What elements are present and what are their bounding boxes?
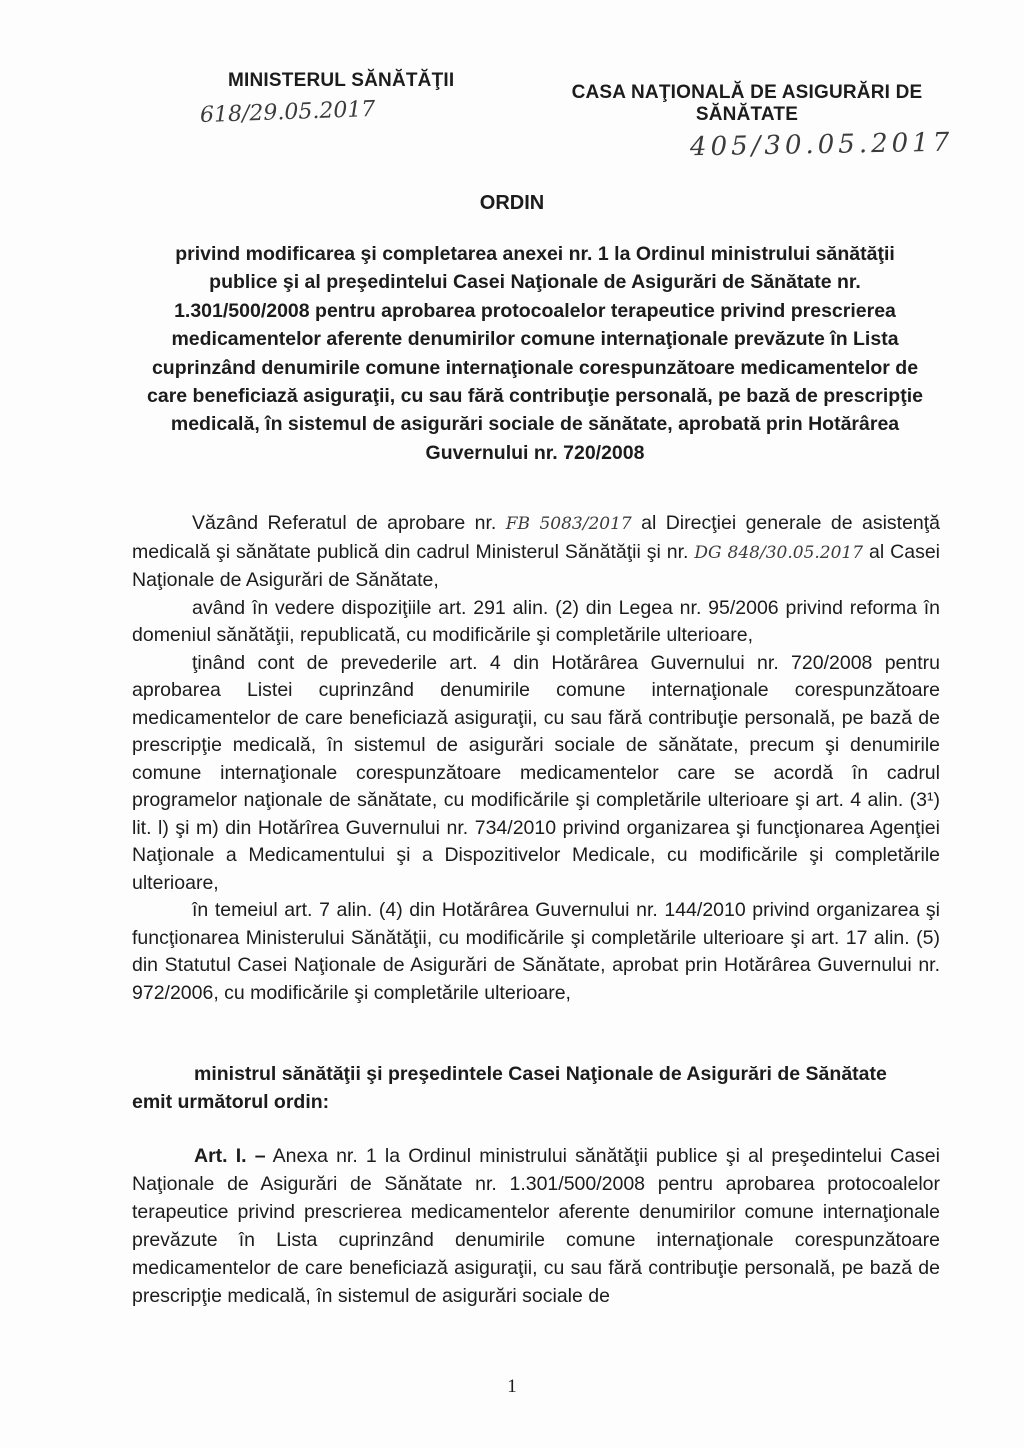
- preamble-p1-middle: al Direcţiei generale de asistenţă medicală şi sănătate publică din cadrul Ministerul Sănătăţii şi nr.: [132, 512, 941, 563]
- article-1-label: Art. I. –: [194, 1145, 266, 1167]
- article-1-text: Anexa nr. 1 la Ordinul ministrului sănătăţii publice şi al preşedintelui Casei Naţionale de Asigurări de Sănătate nr. 1.301/500/2008 pentru aprobarea protocoalelor terapeutice privind prescrierea medicamentelor aferente denumirilor comune internaţionale prevăzute în Lista cuprinzând denumirile comune internaţionale corespunzătoare medicamentelor de care beneficiază asiguraţii, cu sau fără contribuţie personală, pe bază de prescripţie medicală, în sistemul de asigurări sociale de: [132, 1145, 940, 1307]
- decree-line-2: emit următorul ordin:: [132, 1091, 330, 1113]
- preamble-paragraph-1: [132, 510, 940, 595]
- insurance-house-header: CASA NAŢIONALĂ DE ASIGURĂRI DE SĂNĂTATE: [571, 82, 923, 125]
- ministry-registration-number: 618/29.05.2017: [199, 96, 376, 129]
- page-number: 1: [507, 1376, 517, 1397]
- preamble-paragraph-2: având în vedere dispoziţiile art. 291 alin. (2) din Legea nr. 95/2006 privind reforma în domeniul sănătăţii, republicată, cu modificările şi completările ulterioare,: [132, 596, 940, 646]
- cnas-number-handwritten: DG 848/30.05.2017: [694, 542, 864, 563]
- preamble-p1-start: Văzând Referatul de aprobare nr.: [192, 512, 497, 534]
- referat-number-handwritten: FB 5083/2017: [505, 514, 632, 534]
- preamble-paragraph-3: ţinând cont de prevederile art. 4 din Hotărârea Guvernului nr. 720/2008 pentru aprobarea Listei cuprinzând denumirile comune internaţionale corespunzătoare medicamentelor de care beneficiază asiguraţii, cu sau fără contribuţie personală, pe bază de prescripţie medicală, în sistemul de asigurări sociale de sănătate, precum şi denumirile comune internaţionale corespunzătoare medicamentelor care se acordă în cadrul programelor naţionale de sănătate, cu modificările şi completările ulterioare şi art. 4 alin. (3¹) lit. l) şi m) din Hotărîrea Guvernului nr. 734/2010 privind organizarea şi funcţionarea Agenţiei Naţionale a Medicamentului şi a Dispozitivelor Medicale, cu modificările şi completările ulterioare,: [132, 651, 940, 894]
- ministry-header: MINISTERUL SĂNĂTĂŢII: [228, 70, 455, 91]
- preamble-paragraph-4: în temeiul art. 7 alin. (4) din Hotărârea Guvernului nr. 144/2010 privind organizarea şi funcţionarea Ministerului Sănătăţii, cu modificările şi completările ulterioare şi art. 17 alin. (5) din Statutul Casei Naţionale de Asigurări de Sănătate, aprobat prin Hotărârea Guvernului nr. 972/2006, cu modificările şi completările ulterioare,: [132, 899, 940, 1004]
- document-title: ORDIN: [479, 192, 545, 214]
- preamble-p1-end: al Casei Naţionale de Asigurări de Sănătate,: [132, 540, 940, 591]
- article-1: [132, 1142, 940, 1310]
- insurance-house-registration-number: 405/30.05.2017: [689, 127, 954, 163]
- decree-line-1: ministrul sănătăţii şi preşedintele Casei Naţionale de Asigurări de Sănătate: [194, 1063, 887, 1085]
- document-subject: privind modificarea şi completarea anexei nr. 1 la Ordinul ministrului sănătăţii publice şi al preşedintelui Casei Naţionale de Asigurări de Sănătate nr. 1.301/500/2008 pentru aprobarea protocoalelor terapeutice privind prescrierea medicamentelor aferente denumirilor comune internaţionale prevăzute în Lista cuprinzând denumirile comune internaţionale corespunzătoare medicamentelor de care beneficiază asiguraţii, cu sau fără contribuţie personală, pe bază de prescripţie medicală, în sistemul de asigurări sociale de sănătate, aprobată prin Hotărârea Guvernului nr. 720/2008: [147, 243, 923, 464]
- decree-statement: [132, 1060, 940, 1116]
- preamble: [132, 510, 940, 1007]
